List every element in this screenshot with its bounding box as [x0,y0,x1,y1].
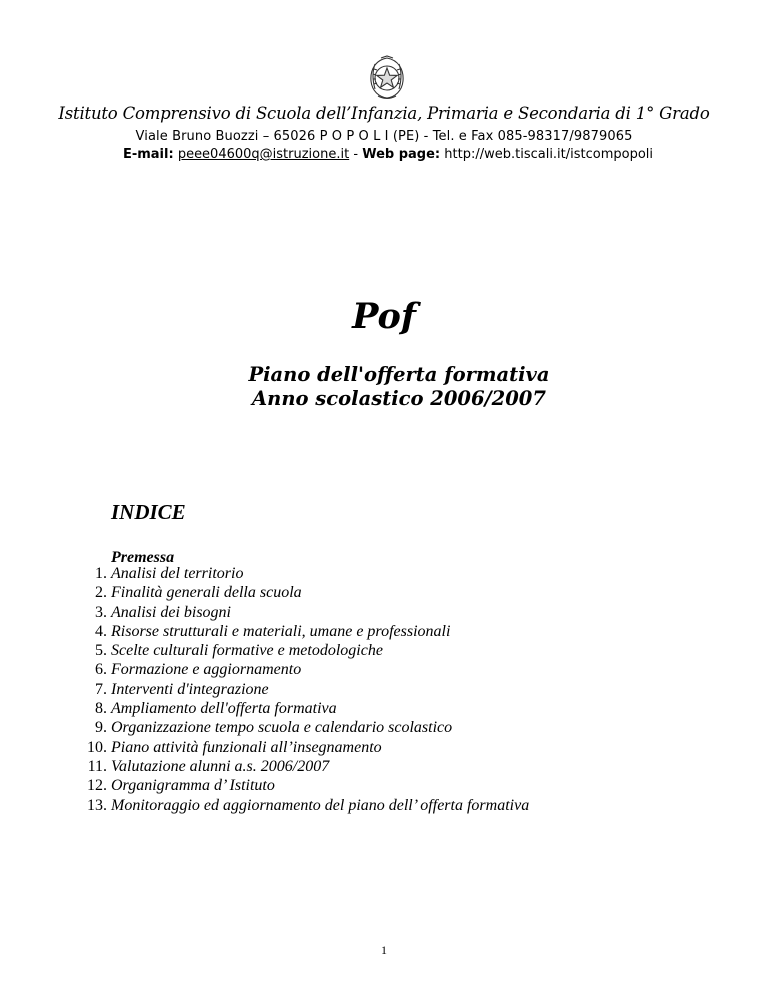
toc-item-text: Valutazione alunni a.s. 2006/2007 [111,757,330,775]
toc-item-text: Analisi dei bisogni [111,603,231,621]
document-subtitle: Piano dell'offerta formativa [248,363,550,386]
school-name: Istituto Comprensivo di Scuola dell’Infanzia, Primaria e Secondaria di 1° Grado [58,104,710,123]
toc-item-text: Finalità generali della scuola [111,584,302,602]
web-url[interactable]: http://web.tiscali.it/istcompopoli [444,147,654,162]
index-heading: INDICE [111,500,186,524]
toc-item-number: 1. [95,565,107,582]
toc-item-number: 3. [95,603,107,621]
toc-item-number: 12. [87,777,107,795]
toc-item-text: Analisi del territorio [111,565,244,582]
email-link[interactable]: peee04600q@istruzione.it [177,147,350,162]
toc-item-number: 8. [95,700,107,718]
toc-item-number: 6. [95,661,107,679]
republic-emblem-icon [366,55,408,101]
toc-item-number: 5. [95,642,107,660]
document-title: Pof [352,296,416,337]
toc-item-number: 7. [95,680,107,698]
toc-item-text: Organizzazione tempo scuola e calendario scolastico [111,719,453,737]
toc-item-number: 9. [95,719,107,737]
page-number: 1 [381,943,387,957]
toc-item-text: Risorse strutturali e materiali, umane e professionali [111,622,451,640]
web-label: Web page: [362,147,441,162]
toc-item-text: Organigramma d’ Istituto [111,777,275,795]
toc-item-text: Interventi d'integrazione [111,680,269,698]
toc-item-number: 4. [95,622,107,640]
separator: - [353,147,359,162]
toc-item-number: 10. [87,738,107,756]
toc-item-number: 13. [87,796,107,814]
toc-item-text: Piano attività funzionali all’insegnamento [111,738,382,756]
toc-item-text: Scelte culturali formative e metodologiche [111,642,383,660]
email-label: E-mail: [122,147,174,162]
toc-item-text: Formazione e aggiornamento [111,661,302,679]
contact-line [0,147,768,162]
toc-item-number: 11. [87,757,107,775]
toc-item-text: Monitoraggio ed aggiornamento del piano dell’ offerta formativa [111,796,530,814]
school-year: Anno scolastico 2006/2007 [252,387,546,410]
index-intro: Premessa [111,549,175,566]
toc-item-number: 2. [95,584,107,602]
school-address: Viale Bruno Buozzi – 65026 P O P O L I (PE) - Tel. e Fax 085-98317/9879065 [135,129,633,144]
toc-item-text: Ampliamento dell'offerta formativa [111,700,337,718]
